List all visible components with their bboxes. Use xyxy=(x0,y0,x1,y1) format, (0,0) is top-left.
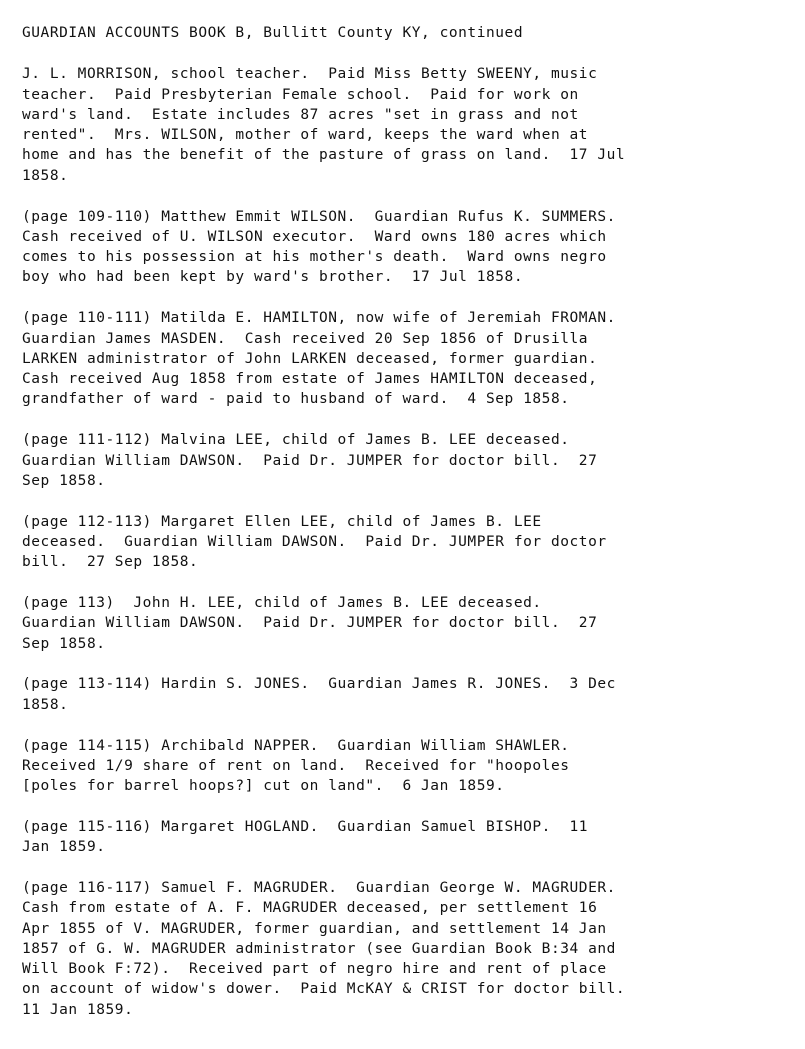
entry-paragraph xyxy=(22,674,797,715)
entry-line: (page 112-113) Margaret Ellen LEE, child of James B. LEE xyxy=(22,513,542,530)
entry-paragraph xyxy=(22,64,797,186)
entry-line: comes to his possession at his mother's death. Ward owns negro xyxy=(22,249,607,266)
entry-line: (page 116-117) Samuel F. MAGRUDER. Guardian George W. MAGRUDER. xyxy=(22,880,616,896)
entry-line: Will Book F:72). Received part of negro hire and rent of place xyxy=(22,961,607,978)
entry-line: (page 114-115) Archibald NAPPER. Guardian William SHAWLER. xyxy=(22,737,570,754)
entry-line: Sep 1858. xyxy=(22,472,106,489)
entry-line: rented". Mrs. WILSON, mother of ward, keeps the ward when at xyxy=(22,127,589,144)
entry-paragraph xyxy=(22,430,797,491)
entry-line: boy who had been kept by ward's brother. 17 Jul 1858. xyxy=(22,269,524,286)
entry-line: Cash from estate of A. F. MAGRUDER deceased, per settlement 16 xyxy=(22,900,598,917)
entry-line: (page 109-110) Matthew Emmit WILSON. Guardian Rufus K. SUMMERS. xyxy=(22,208,616,225)
entry-paragraph xyxy=(22,878,797,1020)
entry-paragraph xyxy=(22,817,797,858)
entry-line: home and has the benefit of the pasture of grass on land. 17 Jul xyxy=(22,147,626,164)
entry-line: Apr 1855 of V. MAGRUDER, former guardian, and settlement 14 Jan xyxy=(22,920,607,937)
entry-line: deceased. Guardian William DAWSON. Paid Dr. JUMPER for doctor xyxy=(22,533,607,550)
entry-line: (page 113) John H. LEE, child of James B. LEE deceased. xyxy=(22,595,542,612)
entry-line: [poles for barrel hoops?] cut on land". 6 Jan 1859. xyxy=(22,778,505,795)
entry-line: on account of widow's dower. Paid McKAY & CRIST for doctor bill. xyxy=(22,981,626,998)
entry-line: Received 1/9 share of rent on land. Received for "hoopoles xyxy=(22,757,570,774)
entry-line: grandfather of ward - paid to husband of ward. 4 Sep 1858. xyxy=(22,391,570,408)
entry-line: Cash received of U. WILSON executor. Ward owns 180 acres which xyxy=(22,228,607,245)
entries-list xyxy=(22,64,797,1020)
entry-line: 1858. xyxy=(22,696,69,713)
entry-paragraph xyxy=(22,207,797,288)
entry-line: teacher. Paid Presbyterian Female school. Paid for work on xyxy=(22,86,579,103)
entry-line: (page 111-112) Malvina LEE, child of James B. LEE deceased. xyxy=(22,432,570,449)
entry-paragraph xyxy=(22,736,797,797)
entry-line: 1858. xyxy=(22,167,69,184)
entry-line: (page 110-111) Matilda E. HAMILTON, now wife of Jeremiah FROMAN. xyxy=(22,310,616,327)
entry-line: (page 113-114) Hardin S. JONES. Guardian James R. JONES. 3 Dec xyxy=(22,676,616,693)
page-title: GUARDIAN ACCOUNTS BOOK B, Bullitt County KY, continued xyxy=(22,25,524,41)
entry-line: Jan 1859. xyxy=(22,839,106,856)
entry-paragraph xyxy=(22,308,797,409)
document-page xyxy=(22,23,797,1041)
entry-line: Guardian William DAWSON. Paid Dr. JUMPER for doctor bill. 27 xyxy=(22,452,598,469)
entry-line: 1857 of G. W. MAGRUDER administrator (see Guardian Book B:34 and xyxy=(22,940,616,957)
entry-line: Guardian William DAWSON. Paid Dr. JUMPER for doctor bill. 27 xyxy=(22,615,598,632)
entry-line: (page 115-116) Margaret HOGLAND. Guardian Samuel BISHOP. 11 xyxy=(22,818,589,835)
entry-paragraph xyxy=(22,512,797,573)
entry-line: J. L. MORRISON, school teacher. Paid Miss Betty SWEENY, music xyxy=(22,66,598,83)
entry-line: 11 Jan 1859. xyxy=(22,1001,134,1018)
entry-line: bill. 27 Sep 1858. xyxy=(22,554,199,571)
entry-line: Cash received Aug 1858 from estate of James HAMILTON deceased, xyxy=(22,371,598,388)
entry-line: Sep 1858. xyxy=(22,635,106,652)
entry-line: LARKEN administrator of John LARKEN deceased, former guardian. xyxy=(22,350,598,367)
entry-line: ward's land. Estate includes 87 acres "set in grass and not xyxy=(22,106,579,123)
entry-paragraph xyxy=(22,593,797,654)
entry-line: Guardian James MASDEN. Cash received 20 Sep 1856 of Drusilla xyxy=(22,330,589,347)
